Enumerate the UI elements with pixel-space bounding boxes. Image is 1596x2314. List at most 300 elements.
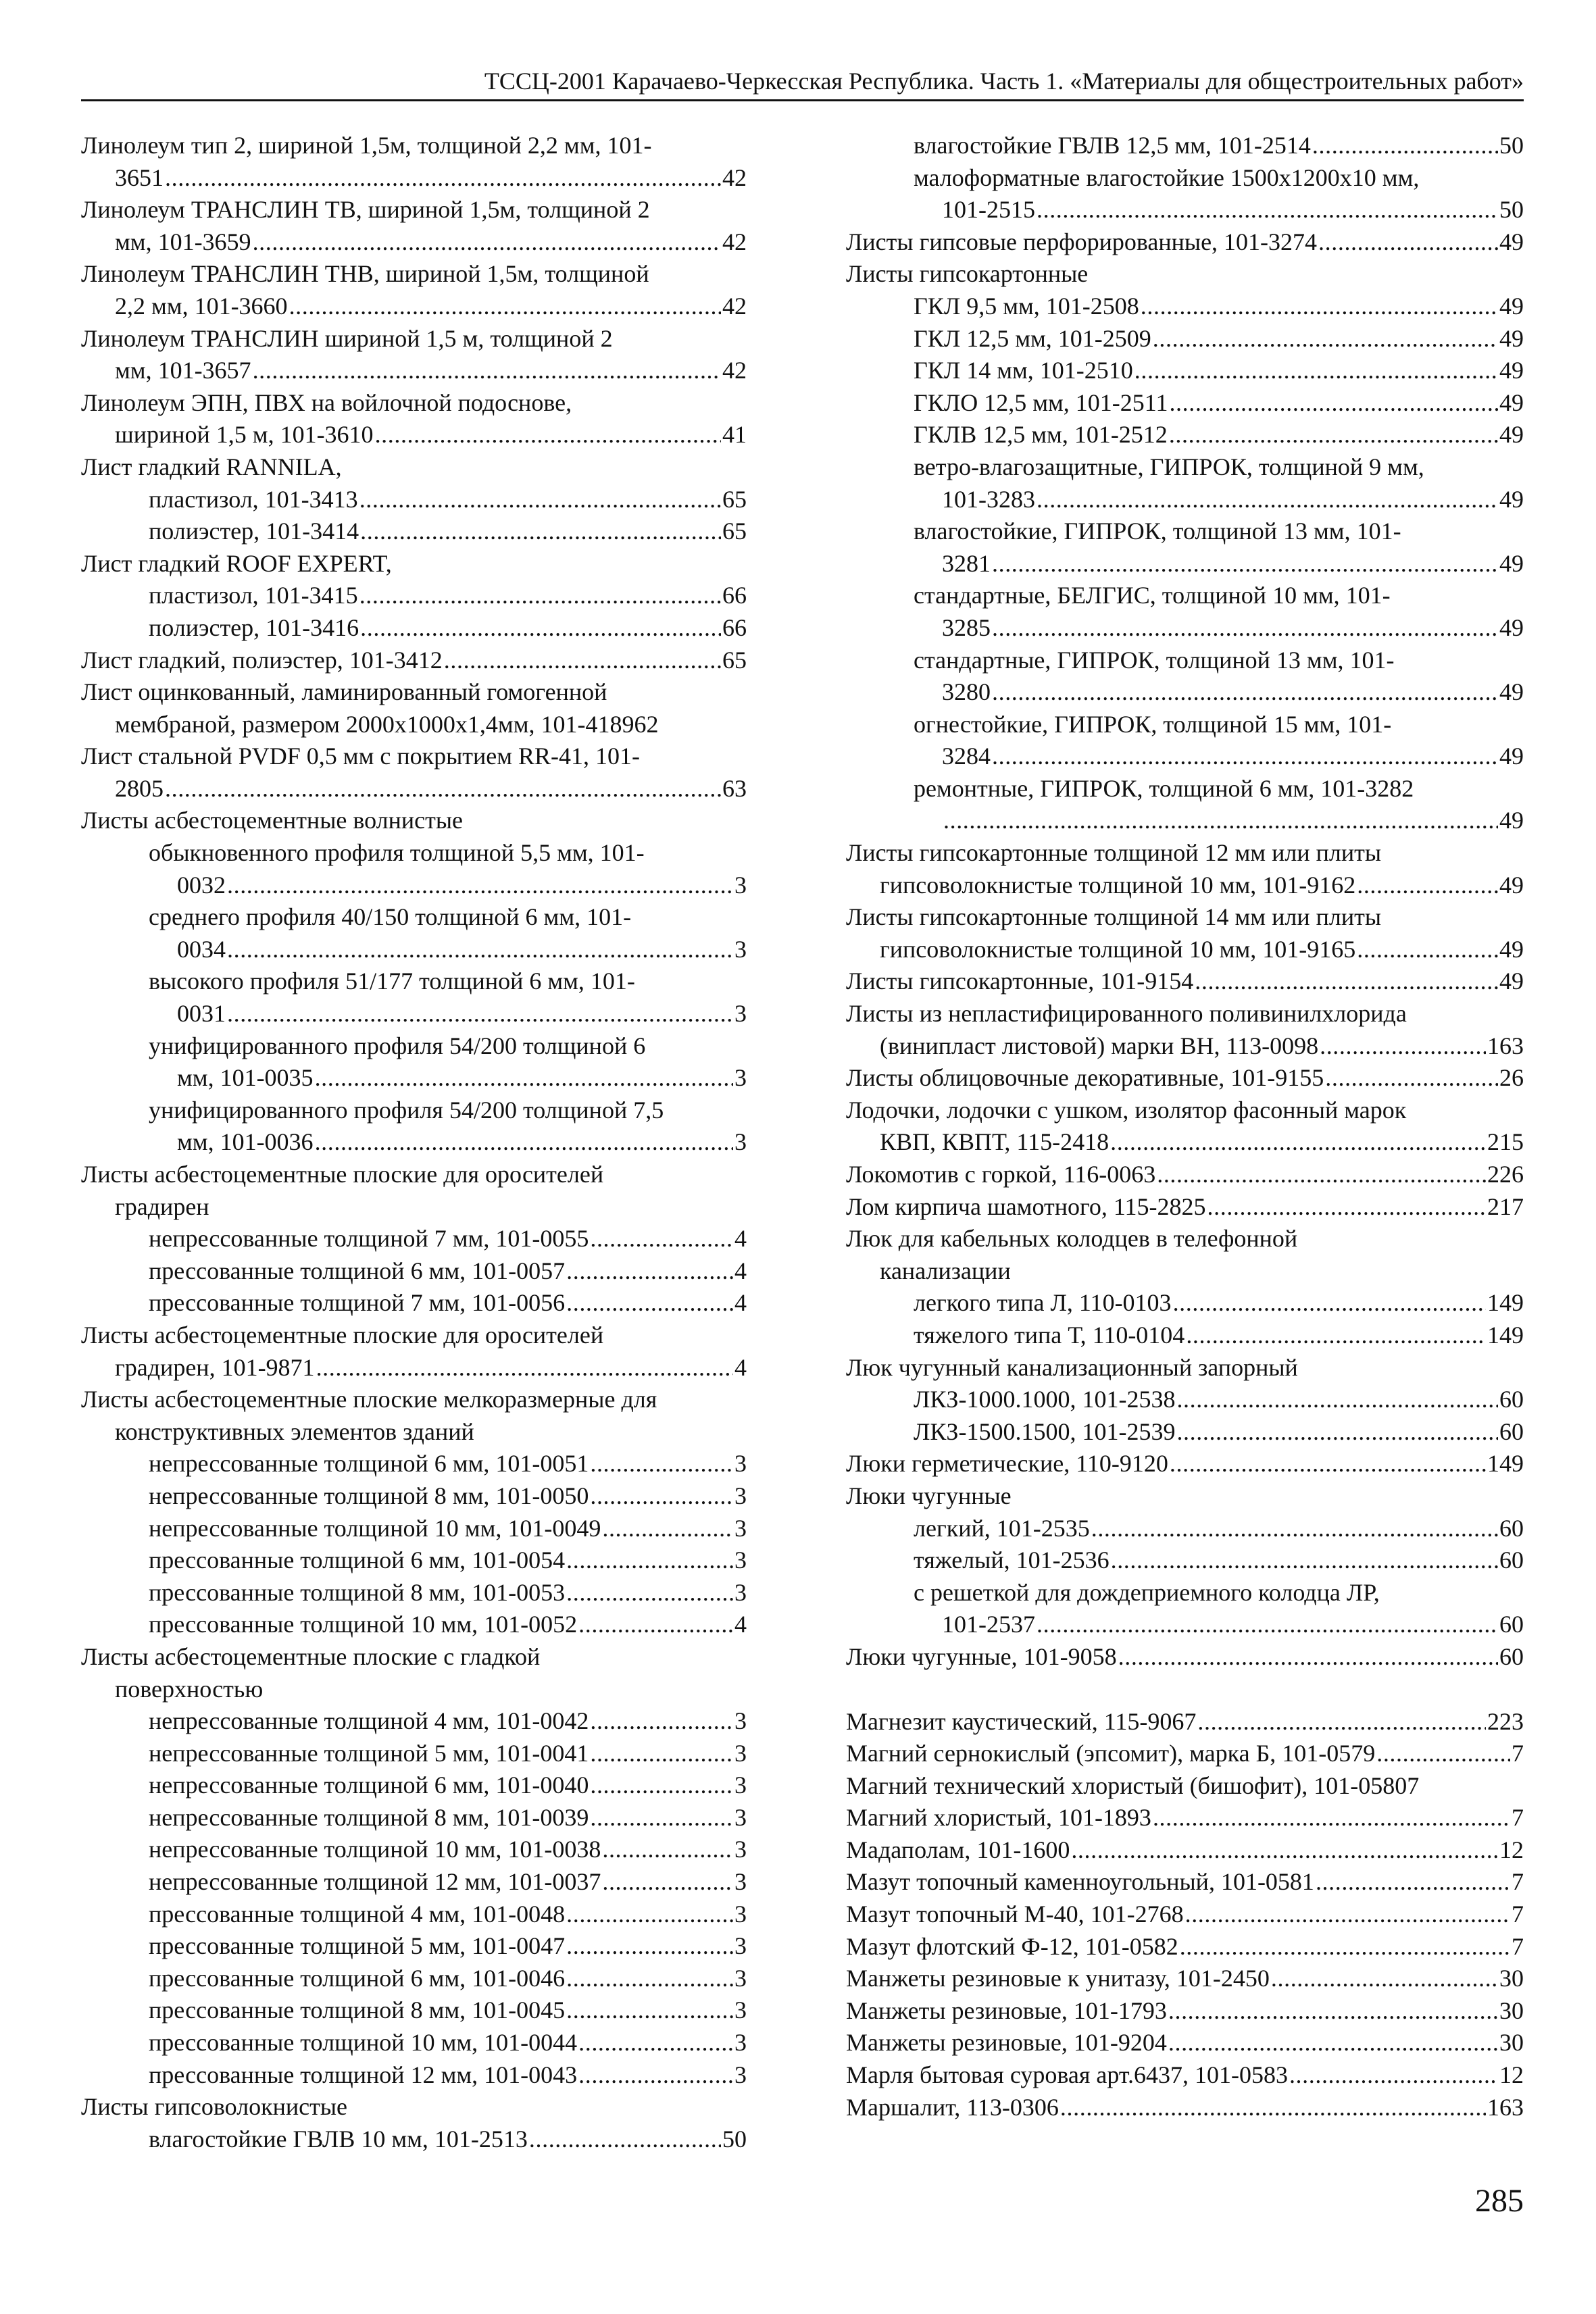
index-entry — [81, 1513, 747, 1545]
index-entry — [846, 1641, 1524, 1674]
dot-leader — [1168, 1995, 1498, 2028]
index-entry — [846, 1448, 1524, 1480]
index-entry-text: ветро-влагозащитные, ГИПРОК, толщиной 9 мм, — [914, 453, 1424, 480]
entry-label: прессованные толщиной 8 мм, 101-0053 — [149, 1578, 566, 1606]
entry-label: ГКЛ 12,5 мм, 101-2509 — [914, 324, 1151, 352]
index-entry-text: Листы асбестоцементные плоские мелкоразмерные для — [81, 1386, 657, 1413]
index-entry — [81, 162, 747, 195]
entry-page-number: 223 — [1487, 1707, 1524, 1735]
entry-page-number: 26 — [1499, 1064, 1524, 1092]
index-entry-text: градирен — [115, 1192, 209, 1220]
index-entry — [846, 870, 1524, 902]
entry-label: легкий, 101-2535 — [914, 1514, 1090, 1542]
dot-leader — [1207, 1191, 1486, 1224]
entry-label: 101-2515 — [942, 196, 1035, 224]
index-entry-text: Листы асбестоцементные волнистые — [81, 807, 464, 834]
index-entry — [846, 1159, 1524, 1191]
entry-page-number: 7 — [1512, 1804, 1524, 1832]
entry-page-number: 3 — [734, 1836, 747, 1863]
index-entry — [81, 355, 747, 387]
dot-leader — [359, 484, 721, 516]
entry-page-number: 4 — [734, 1257, 747, 1284]
dot-leader — [992, 548, 1498, 580]
entry-label: Марля бытовая суровая арт.6437, 101-0583 — [846, 2061, 1288, 2089]
dot-leader — [566, 1287, 733, 1319]
index-entry — [846, 1995, 1524, 2028]
index-entry — [846, 1738, 1524, 1770]
dot-leader — [566, 1994, 733, 2027]
dot-leader — [602, 1866, 733, 1898]
entry-label: Магний сернокислый (эпсомит), марка Б, 101-0579 — [846, 1740, 1376, 1767]
index-entry — [81, 580, 747, 612]
entry-label: 3281 — [942, 549, 991, 577]
index-entry — [81, 291, 747, 323]
entry-page-number: 149 — [1487, 1289, 1524, 1317]
entry-page-number: 41 — [722, 421, 747, 449]
index-entry — [846, 2059, 1524, 2092]
entry-label: шириной 1,5 м, 101-3610 — [115, 421, 374, 449]
dot-leader — [253, 355, 721, 387]
index-entry-text: среднего профиля 40/150 толщиной 6 мм, 101- — [149, 903, 632, 931]
dot-leader — [992, 612, 1498, 645]
index-entry — [81, 1287, 747, 1319]
entry-page-number: 3 — [734, 1578, 747, 1606]
entry-label: прессованные толщиной 10 мм, 101-0052 — [149, 1611, 578, 1638]
dot-leader — [1071, 1834, 1498, 1867]
dot-leader — [253, 226, 721, 259]
entry-label: непрессованные толщиной 8 мм, 101-0050 — [149, 1482, 589, 1509]
entry-page-number: 3 — [734, 935, 747, 963]
entry-page-number: 60 — [1499, 1386, 1524, 1413]
entry-page-number: 65 — [722, 646, 747, 674]
dot-leader — [566, 1255, 733, 1288]
entry-label: Маршалит, 113-0306 — [846, 2093, 1059, 2121]
entry-page-number: 3 — [734, 1900, 747, 1928]
dot-leader — [943, 805, 1498, 837]
entry-label: мм, 101-3657 — [115, 357, 251, 384]
index-entry — [846, 130, 1524, 162]
entry-page-number: 12 — [1499, 2061, 1524, 2089]
entry-page-number: 7 — [1512, 1740, 1524, 1767]
index-entry-text: с решеткой для дождеприемного колодца ЛР, — [914, 1578, 1380, 1606]
entry-page-number: 65 — [722, 518, 747, 545]
entry-page-number: 60 — [1499, 1642, 1524, 1670]
entry-page-number: 149 — [1487, 1450, 1524, 1478]
running-header: ТССЦ-2001 Карачаево-Черкесская Республика. Часть 1. «Материалы для общестроительных работ» — [81, 65, 1524, 101]
index-entry — [846, 1062, 1524, 1095]
entry-label: пластизол, 101-3415 — [149, 582, 358, 609]
entry-label: 101-3283 — [942, 485, 1035, 513]
entry-label: (винипласт листовой) марки ВН, 113-0098 — [880, 1032, 1319, 1059]
index-entry — [81, 1480, 747, 1513]
entry-page-number: 163 — [1487, 2093, 1524, 2121]
entry-page-number: 49 — [1499, 357, 1524, 384]
entry-label: 3285 — [942, 613, 991, 641]
entry-page-number: 60 — [1499, 1417, 1524, 1445]
index-entry — [81, 1898, 747, 1931]
entry-page-number: 49 — [1499, 549, 1524, 577]
dot-leader — [590, 1802, 733, 1834]
entry-label: Мадаполам, 101-1600 — [846, 1836, 1070, 1863]
index-entry-text: Листы из непластифицированного поливинилхлорида — [846, 1000, 1407, 1028]
dot-leader — [1037, 1609, 1498, 1641]
entry-label: прессованные толщиной 10 мм, 101-0044 — [149, 2029, 578, 2057]
entry-label: мм, 101-3659 — [115, 228, 251, 255]
entry-page-number: 3 — [734, 1128, 747, 1156]
entry-label: прессованные толщиной 6 мм, 101-0046 — [149, 1964, 566, 1992]
index-entry-text: обыкновенного профиля толщиной 5,5 мм, 101- — [149, 839, 645, 867]
entry-label: Люки чугунные, 101-9058 — [846, 1642, 1117, 1670]
entry-label: 3284 — [942, 743, 991, 770]
entry-page-number: 149 — [1487, 1321, 1524, 1349]
index-entry — [846, 1609, 1524, 1641]
index-column-left — [81, 130, 747, 2155]
index-entry-text: Листы асбестоцементные плоские для оросителей — [81, 1321, 604, 1349]
index-entry-text: Магний технический хлористый (бишофит), 101-05807 — [846, 1771, 1420, 1799]
dot-leader — [1312, 130, 1498, 162]
entry-label: влагостойкие ГВЛВ 10 мм, 101-2513 — [149, 2125, 528, 2153]
entry-page-number: 4 — [734, 1225, 747, 1253]
dot-leader — [1153, 323, 1498, 355]
entry-page-number: 42 — [722, 228, 747, 255]
dot-leader — [1111, 1544, 1498, 1577]
index-entry — [846, 1963, 1524, 1995]
index-entry — [81, 773, 747, 805]
entry-label: ГКЛВ 12,5 мм, 101-2512 — [914, 421, 1168, 449]
index-entry-text: Листы гипсоволокнистые — [81, 2093, 347, 2121]
index-entry — [81, 934, 747, 966]
entry-page-number: 3 — [734, 871, 747, 899]
dot-leader — [315, 1062, 733, 1095]
index-entry-text: Линолеум ТРАНСЛИН ТВ, шириной 1,5м, толщиной 2 — [81, 196, 650, 224]
index-entry — [846, 1287, 1524, 1319]
entry-page-number: 7 — [1512, 1901, 1524, 1928]
entry-page-number: 63 — [722, 774, 747, 802]
entry-page-number: 49 — [1499, 613, 1524, 641]
entry-page-number: 4 — [734, 1353, 747, 1381]
entry-label: Локомотив с горкой, 116-0063 — [846, 1161, 1156, 1188]
index-entry — [81, 226, 747, 259]
entry-label: прессованные толщиной 8 мм, 101-0045 — [149, 1996, 566, 2024]
index-entry — [81, 1609, 747, 1641]
index-entry — [846, 1416, 1524, 1449]
index-entry — [81, 998, 747, 1030]
entry-page-number: 3 — [734, 1932, 747, 1960]
entry-label: Мазут флотский Ф-12, 101-0582 — [846, 1932, 1178, 1960]
entry-page-number: 3 — [734, 2061, 747, 2088]
entry-label: 0032 — [177, 871, 226, 899]
entry-label: Люки герметические, 110-9120 — [846, 1450, 1168, 1478]
index-entry-text: высокого профиля 51/177 толщиной 6 мм, 101- — [149, 967, 635, 995]
entry-label: Лом кирпича шамотного, 115-2825 — [846, 1192, 1206, 1220]
entry-label: Листы облицовочные декоративные, 101-9155 — [846, 1064, 1324, 1092]
entry-page-number: 65 — [722, 485, 747, 513]
index-entry — [846, 194, 1524, 226]
entry-label: прессованные толщиной 4 мм, 101-0048 — [149, 1900, 566, 1928]
dot-leader — [360, 612, 721, 645]
entry-label: ГКЛ 9,5 мм, 101-2508 — [914, 292, 1139, 320]
index-entry — [81, 1223, 747, 1255]
entry-page-number: 7 — [1512, 1932, 1524, 1960]
dot-leader — [289, 291, 721, 323]
index-entry — [846, 740, 1524, 773]
entry-label: Магний хлористый, 101-1893 — [846, 1804, 1151, 1832]
index-entry — [81, 1866, 747, 1898]
index-entry — [846, 934, 1524, 966]
index-entry — [81, 1062, 747, 1095]
dot-leader — [359, 580, 721, 612]
entry-label: непрессованные толщиной 7 мм, 101-0055 — [149, 1225, 589, 1253]
dot-leader — [1110, 1126, 1486, 1159]
dot-leader — [566, 1898, 733, 1931]
index-entry — [846, 484, 1524, 516]
entry-page-number: 3 — [734, 1707, 747, 1735]
index-entry-text: влагостойкие, ГИПРОК, толщиной 13 мм, 101- — [914, 518, 1401, 545]
dot-leader — [1376, 1738, 1510, 1770]
entry-label: тяжелый, 101-2536 — [914, 1546, 1109, 1574]
index-entry — [846, 226, 1524, 259]
entry-page-number: 49 — [1499, 871, 1524, 899]
index-entry — [846, 1866, 1524, 1898]
entry-page-number: 49 — [1499, 678, 1524, 706]
index-entry — [846, 1191, 1524, 1224]
index-entry-text: Листы асбестоцементные плоские для оросителей — [81, 1161, 604, 1188]
entry-label: Листы гипсокартонные, 101-9154 — [846, 967, 1194, 995]
index-entry-text: Линолеум ТРАНСЛИН ТНВ, шириной 1,5м, толщиной — [81, 260, 649, 288]
index-entry — [81, 612, 747, 645]
dot-leader — [1134, 355, 1498, 387]
index-entry — [846, 2092, 1524, 2124]
entry-label: 0031 — [177, 1000, 226, 1028]
index-entry-text: Лодочки, лодочки с ушком, изолятор фасонный марок — [846, 1096, 1407, 1124]
index-entry — [81, 515, 747, 548]
index-entry — [81, 1255, 747, 1288]
index-entry — [846, 676, 1524, 709]
page-number: 285 — [1475, 2183, 1524, 2219]
entry-label: непрессованные толщиной 5 мм, 101-0041 — [149, 1739, 589, 1767]
dot-leader — [165, 773, 721, 805]
dot-leader — [566, 1963, 733, 1995]
dot-leader — [1169, 387, 1498, 420]
entry-label: непрессованные толщиной 6 мм, 101-0051 — [149, 1450, 589, 1478]
entry-label: 3651 — [115, 164, 164, 191]
index-entry-text: Линолеум ЭПН, ПВХ на войлочной подоснове, — [81, 388, 572, 416]
dot-leader — [1141, 291, 1498, 323]
entry-label: Манжеты резиновые к унитазу, 101-2450 — [846, 1965, 1270, 1992]
index-entry — [846, 323, 1524, 355]
entry-label: ЛКЗ-1000.1000, 101-2538 — [914, 1386, 1176, 1413]
entry-page-number: 3 — [734, 1514, 747, 1542]
index-entry — [846, 1126, 1524, 1159]
entry-page-number: 3 — [734, 1803, 747, 1831]
entry-label: непрессованные толщиной 10 мм, 101-0049 — [149, 1514, 601, 1542]
dot-leader — [1289, 2059, 1498, 2092]
index-entry — [846, 612, 1524, 645]
dot-leader — [1157, 1159, 1486, 1191]
dot-leader — [1176, 1384, 1498, 1416]
index-entry-text: стандартные, ГИПРОК, толщиной 13 мм, 101- — [914, 646, 1395, 674]
dot-leader — [1173, 1287, 1486, 1319]
index-entry — [81, 870, 747, 902]
dot-leader — [566, 1930, 733, 1963]
entry-label: гипсоволокнистые толщиной 10 мм, 101-9165 — [880, 935, 1356, 963]
index-entry — [846, 355, 1524, 387]
entry-page-number: 49 — [1499, 935, 1524, 963]
entry-page-number: 3 — [734, 1000, 747, 1028]
entry-label: Мазут топочный М-40, 101-2768 — [846, 1901, 1184, 1928]
dot-leader — [1357, 934, 1498, 966]
entry-page-number: 49 — [1499, 421, 1524, 449]
entry-label: тяжелого типа Т, 110-0104 — [914, 1321, 1185, 1349]
entry-page-number: 42 — [722, 164, 747, 191]
dot-leader — [590, 1223, 733, 1255]
index-entry — [81, 1448, 747, 1480]
index-entry — [846, 1706, 1524, 1738]
dot-leader — [1118, 1641, 1498, 1674]
entry-label: непрессованные толщиной 4 мм, 101-0042 — [149, 1707, 589, 1735]
index-entry-text: поверхностью — [115, 1675, 264, 1703]
index-entry — [81, 1834, 747, 1866]
dot-leader — [227, 998, 733, 1030]
entry-page-number: 215 — [1487, 1128, 1524, 1156]
entry-label: прессованные толщиной 6 мм, 101-0054 — [149, 1546, 566, 1574]
entry-page-number: 60 — [1499, 1546, 1524, 1574]
dot-leader — [1316, 1866, 1510, 1898]
dot-leader — [1169, 419, 1498, 451]
entry-label: 2805 — [115, 774, 164, 802]
dot-leader — [360, 515, 721, 548]
dot-leader — [590, 1769, 733, 1802]
entry-page-number: 3 — [734, 1739, 747, 1767]
index-entry-text: мембраной, размером 2000х1000х1,4мм, 101-418962 — [115, 710, 659, 738]
entry-page-number: 60 — [1499, 1514, 1524, 1542]
index-entry — [81, 1705, 747, 1738]
index-entry — [846, 548, 1524, 580]
entry-label: ЛКЗ-1500.1500, 101-2539 — [914, 1417, 1176, 1445]
dot-leader — [1325, 1062, 1498, 1095]
index-entry-text: ремонтные, ГИПРОК, толщиной 6 мм, 101-3282 — [914, 774, 1414, 802]
entry-label: прессованные толщиной 5 мм, 101-0047 — [149, 1932, 566, 1960]
index-entry-text: Линолеум тип 2, шириной 1,5м, толщиной 2,2 мм, 101- — [81, 132, 652, 159]
index-entry — [846, 291, 1524, 323]
dot-leader — [992, 740, 1498, 773]
index-entry — [81, 1577, 747, 1609]
index-entry — [81, 1994, 747, 2027]
entry-page-number: 3 — [734, 1868, 747, 1896]
dot-leader — [227, 870, 733, 902]
entry-label: непрессованные толщиной 8 мм, 101-0039 — [149, 1803, 589, 1831]
dot-leader — [1153, 1802, 1510, 1834]
index-entry — [81, 1126, 747, 1159]
dot-leader — [1320, 1030, 1486, 1063]
entry-page-number: 3 — [734, 1450, 747, 1478]
entry-label: КВП, КВПТ, 115-2418 — [880, 1128, 1109, 1156]
entry-page-number: 49 — [1499, 292, 1524, 320]
index-entry-text: Люк для кабельных колодцев в телефонной — [846, 1225, 1298, 1253]
entry-page-number: 3 — [734, 2029, 747, 2057]
index-entry — [846, 2027, 1524, 2059]
index-entry-text: Лист гладкий RANNILA, — [81, 453, 342, 480]
index-entry — [846, 1544, 1524, 1577]
entry-label: Манжеты резиновые, 101-9204 — [846, 2029, 1167, 2057]
index-entry — [846, 419, 1524, 451]
entry-page-number: 3 — [734, 1546, 747, 1574]
dot-leader — [590, 1480, 733, 1513]
dot-leader — [1180, 1931, 1510, 1963]
index-entry-text: Линолеум ТРАНСЛИН шириной 1,5 м, толщиной 2 — [81, 324, 613, 352]
dot-leader — [1357, 870, 1498, 902]
index-entry — [846, 1834, 1524, 1867]
index-entry-text: огнестойкие, ГИПРОК, толщиной 15 мм, 101- — [914, 710, 1392, 738]
entry-page-number: 217 — [1487, 1192, 1524, 1220]
entry-page-number: 3 — [734, 1064, 747, 1092]
index-entry-text: канализации — [880, 1257, 1011, 1284]
index-entry — [81, 1802, 747, 1834]
dot-leader — [316, 1352, 733, 1384]
index-entry — [846, 805, 1524, 837]
entry-page-number: 4 — [734, 1611, 747, 1638]
index-entry — [81, 1352, 747, 1384]
dot-leader — [1195, 965, 1498, 998]
dot-leader — [1271, 1963, 1498, 1995]
entry-page-number: 50 — [722, 2125, 747, 2153]
entry-page-number: 30 — [1499, 1965, 1524, 1992]
index-entry — [81, 2027, 747, 2059]
entry-page-number: 7 — [1512, 1868, 1524, 1896]
index-entry — [846, 1898, 1524, 1931]
entry-page-number: 3 — [734, 1964, 747, 1992]
dot-leader — [566, 1577, 733, 1609]
dot-leader — [1168, 2027, 1498, 2059]
dot-leader — [590, 1448, 733, 1480]
index-entry-text: Листы гипсокартонные — [846, 260, 1089, 288]
entry-label: Манжеты резиновые, 101-1793 — [846, 1996, 1167, 2024]
dot-leader — [1091, 1513, 1498, 1545]
entry-page-number: 30 — [1499, 1996, 1524, 2024]
entry-label: Листы гипсовые перфорированные, 101-3274 — [846, 228, 1318, 255]
dot-leader — [578, 1609, 733, 1641]
dot-leader — [590, 1705, 733, 1738]
entry-label: прессованные толщиной 6 мм, 101-0057 — [149, 1257, 566, 1284]
dot-leader — [578, 2059, 733, 2092]
entry-label: Мазут топочный каменноугольный, 101-0581 — [846, 1868, 1314, 1896]
index-entry — [81, 1544, 747, 1577]
index-entry-text: стандартные, БЕЛГИС, толщиной 10 мм, 101- — [914, 582, 1391, 609]
dot-leader — [1060, 2092, 1486, 2124]
entry-page-number: 49 — [1499, 743, 1524, 770]
index-entry-text: Листы гипсокартонные толщиной 14 мм или плиты — [846, 903, 1381, 931]
dot-leader — [992, 676, 1498, 709]
index-entry — [81, 2123, 747, 2156]
index-entry — [81, 645, 747, 677]
entry-label: мм, 101-0035 — [177, 1064, 314, 1092]
entry-page-number: 12 — [1499, 1836, 1524, 1863]
entry-label: 101-2537 — [942, 1611, 1035, 1638]
entry-label: гипсоволокнистые толщиной 10 мм, 101-9162 — [880, 871, 1356, 899]
index-entry-text: Лист стальной PVDF 0,5 мм с покрытием RR-41, 101- — [81, 743, 641, 770]
entry-page-number: 49 — [1499, 228, 1524, 255]
entry-label: прессованные толщиной 12 мм, 101-0043 — [149, 2061, 578, 2088]
entry-label: полиэстер, 101-3416 — [149, 613, 359, 641]
dot-leader — [375, 419, 721, 451]
entry-label: ГКЛ 14 мм, 101-2510 — [914, 357, 1133, 384]
index-entry — [81, 2059, 747, 2092]
index-entry — [81, 1963, 747, 1995]
index-column-right — [846, 130, 1524, 2123]
dot-leader — [602, 1834, 733, 1866]
entry-page-number: 163 — [1487, 1032, 1524, 1059]
entry-label: полиэстер, 101-3414 — [149, 518, 359, 545]
